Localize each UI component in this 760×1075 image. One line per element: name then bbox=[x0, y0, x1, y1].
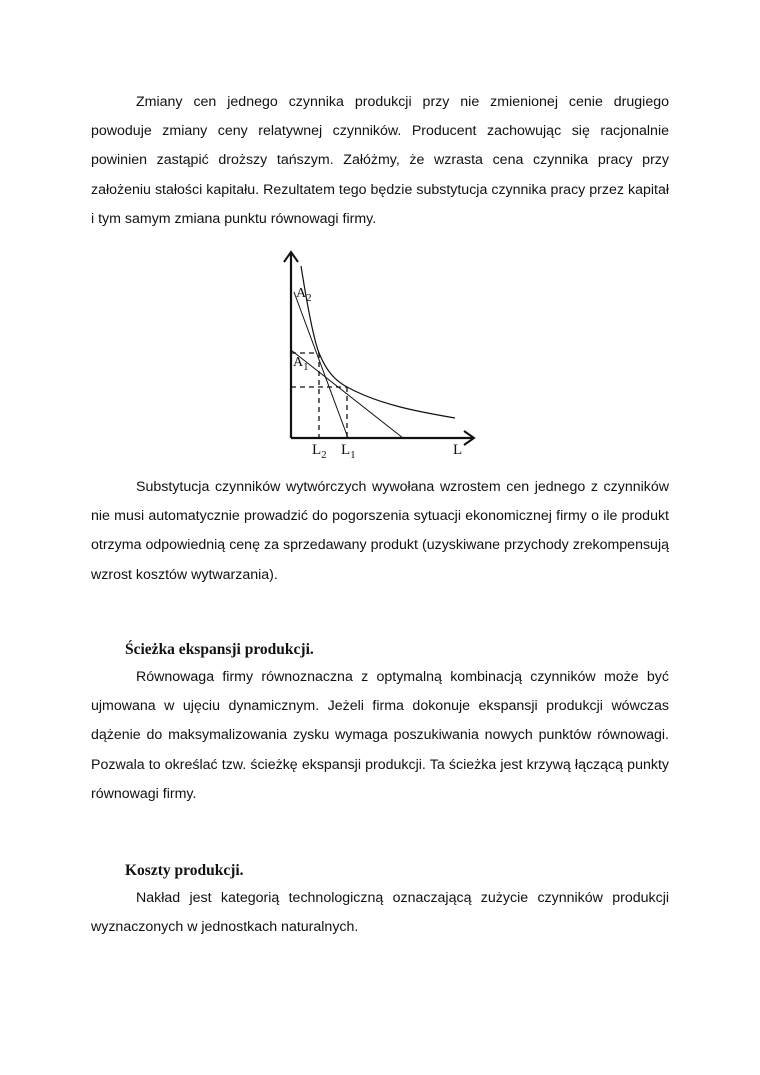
paragraph-production-costs: Nakład jest kategorią technologiczną oznaczającą zużycie czynników produkcji wyznaczonych w jednostkach naturalnych. bbox=[91, 890, 669, 936]
isoquant-substitution-diagram bbox=[270, 240, 490, 460]
label-a2: $A_2$ bbox=[296, 286, 312, 304]
label-x-axis: L bbox=[453, 442, 463, 458]
heading-production-costs: Koszty produkcji. bbox=[125, 862, 244, 879]
paragraph-factor-price-change: Zmiany cen jednego czynnika produkcji przy nie zmienionej cenie drugiego powoduje zmiany ceny relatywnej czynników. Producent zachowując się racjonalnie powinien zastąpić droższy tańszym. Załóżmy, że wzrasta cena czynnika pracy przy założeniu stałości kapitału. Rezultatem tego będzie substytucja czynnika pracy przez kapitał i tym samym zmiana punktu równowagi firmy. bbox=[91, 94, 669, 227]
paragraph-expansion-path: Równowaga firmy równoznaczna z optymalną kombinacją czynników może być ujmowana w ujęciu dynamicznym. Jeżeli firma dokonuje ekspansji produkcji wówczas dążenie do maksymalizowania zysku wymaga poszukiwania nowych punktów równowagi. Pozwala to określać tzw. ścieżkę ekspansji produkcji. Ta ścieżka jest krzywą łączącą punkty równowagi firmy. bbox=[91, 669, 669, 802]
isoquant-curve bbox=[301, 266, 455, 418]
heading-expansion-path: Ścieżka ekspansji produkcji. bbox=[125, 641, 314, 658]
label-l1: $L_1$ bbox=[341, 442, 356, 460]
label-l2: $L_2$ bbox=[312, 442, 327, 460]
label-a1: $A_1$ bbox=[293, 355, 309, 373]
paragraph-substitution: Substytucja czynników wytwórczych wywołana wzrostem cen jednego z czynników nie musi automatycznie prowadzić do pogorszenia sytuacji ekonomicznej firmy o ile produkt otrzyma odpowiednią cenę za sprzedawany produkt (uzyskiwane przychody zrekompensują wzrost kosztów wytwarzania). bbox=[91, 479, 669, 583]
